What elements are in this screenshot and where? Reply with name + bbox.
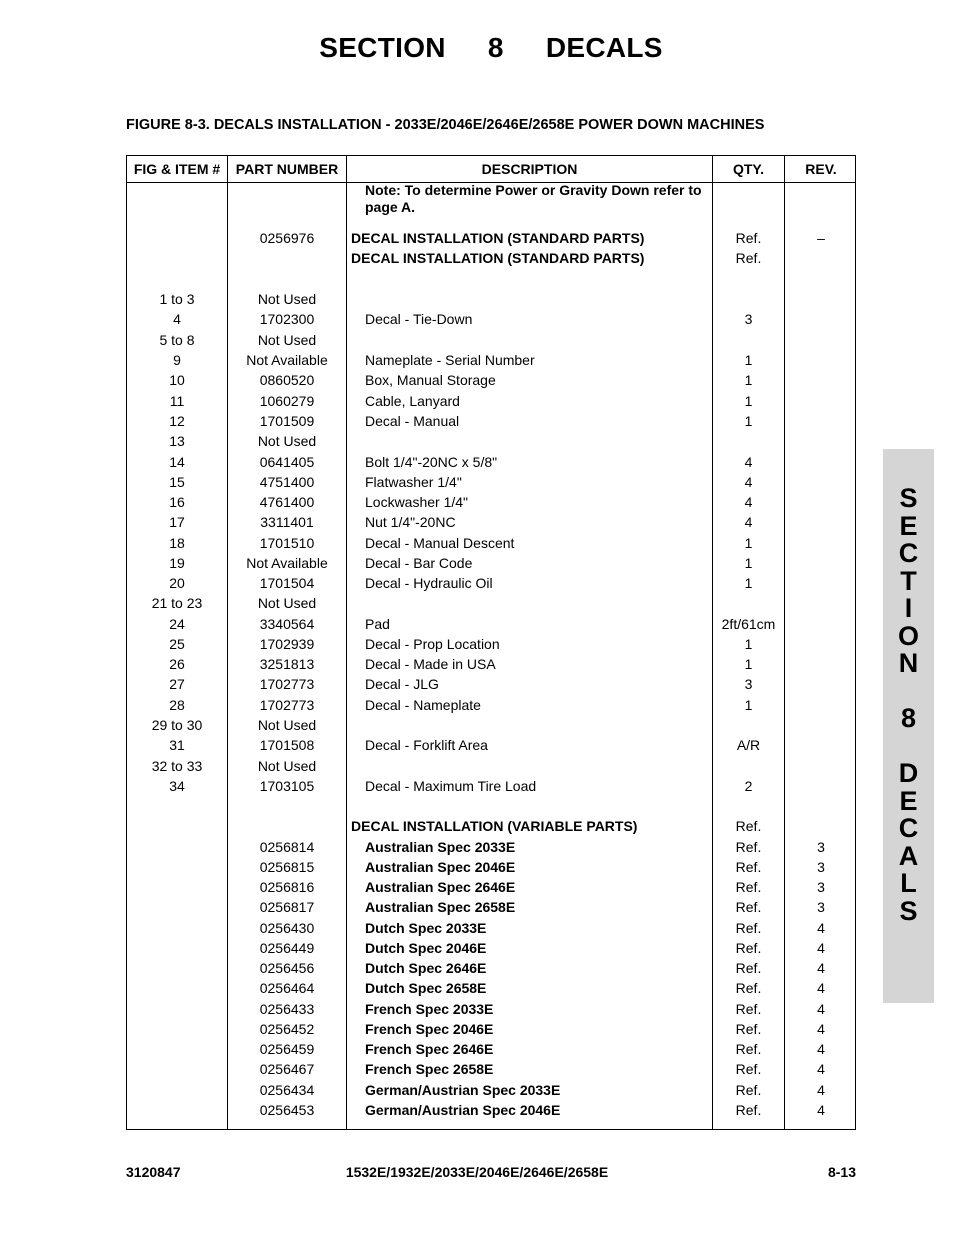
qty-cell: 1 (744, 352, 753, 368)
table-row (127, 492, 857, 512)
rev-cell: 4 (817, 940, 825, 956)
part-number-cell: 0256452 (259, 1021, 315, 1037)
description-cell: DECAL INSTALLATION (STANDARD PARTS) (351, 230, 645, 246)
qty-cell: Ref. (735, 980, 762, 996)
table-row (127, 1080, 857, 1100)
table-row (127, 411, 857, 431)
part-number-cell: 0256817 (259, 899, 315, 915)
rev-cell: 4 (817, 1041, 825, 1057)
qty-cell: 2ft/61cm (721, 616, 776, 632)
table-row (127, 391, 857, 411)
qty-cell: Ref. (735, 920, 762, 936)
qty-cell: 1 (744, 555, 753, 571)
part-number-cell: 0256449 (259, 940, 315, 956)
description-cell: Decal - Hydraulic Oil (365, 575, 493, 591)
description-cell: Decal - Manual (365, 413, 460, 429)
rev-cell: 4 (817, 960, 825, 976)
part-number-cell: 1702939 (259, 636, 315, 652)
part-number-cell: 0860520 (259, 372, 315, 388)
description-cell: Flatwasher 1/4" (365, 474, 462, 490)
fig-item-cell: 31 (169, 737, 185, 753)
fig-item-cell: 26 (169, 656, 185, 672)
side-tab-letter: C (898, 813, 919, 843)
qty-cell: 3 (744, 311, 753, 327)
table-row (127, 289, 857, 309)
qty-cell: 1 (744, 697, 753, 713)
description-cell: Decal - JLG (365, 676, 439, 692)
side-tab-letter: S (899, 895, 918, 926)
side-tab-letter: E (899, 785, 918, 816)
table-row (127, 350, 857, 370)
fig-item-cell: 13 (169, 433, 185, 449)
qty-cell: 2 (744, 778, 753, 794)
description-cell: Australian Spec 2046E (365, 859, 516, 875)
part-number-cell: Not Used (257, 717, 317, 733)
fig-item-cell: 34 (169, 778, 185, 794)
fig-item-cell: 12 (169, 413, 185, 429)
rev-cell: 3 (817, 839, 825, 855)
qty-cell: 4 (744, 454, 753, 470)
part-number-cell: 0256433 (259, 1001, 315, 1017)
footer-page-number: 8-13 (827, 1164, 856, 1180)
fig-item-cell: 21 to 23 (151, 595, 203, 611)
description-cell: Nut 1/4"-20NC (365, 514, 456, 530)
table-row (127, 857, 857, 877)
qty-cell: Ref. (735, 899, 762, 915)
table-row (127, 593, 857, 613)
table-row (127, 228, 857, 248)
description-cell: Decal - Nameplate (365, 697, 481, 713)
rev-cell: 3 (817, 879, 825, 895)
part-number-cell: Not Used (257, 291, 317, 307)
part-number-cell: 0256434 (259, 1082, 315, 1098)
qty-cell: A/R (736, 737, 761, 753)
part-number-cell: 0256976 (259, 230, 315, 246)
fig-item-cell: 4 (173, 311, 181, 327)
table-row (127, 897, 857, 917)
description-cell: French Spec 2046E (365, 1021, 494, 1037)
table-row (127, 248, 857, 268)
side-tab-letter: L (900, 868, 917, 898)
table-row (127, 654, 857, 674)
part-number-cell: 0256815 (259, 859, 315, 875)
part-number-cell: 3340564 (259, 616, 315, 632)
qty-cell: Ref. (735, 1102, 762, 1118)
qty-cell: Ref. (735, 1061, 762, 1077)
description-cell: Dutch Spec 2033E (365, 920, 487, 936)
description-cell: Australian Spec 2033E (365, 839, 516, 855)
part-number-cell: 1702773 (259, 676, 315, 692)
part-number-cell: Not Used (257, 595, 317, 611)
qty-cell: Ref. (735, 859, 762, 875)
fig-item-cell: 25 (169, 636, 185, 652)
fig-item-cell: 18 (169, 535, 185, 551)
part-number-cell: 3251813 (259, 656, 315, 672)
fig-item-cell: 29 to 30 (151, 717, 203, 733)
table-row (127, 573, 857, 593)
part-number-cell: 0256816 (259, 879, 315, 895)
description-cell: Nameplate - Serial Number (365, 352, 535, 368)
part-number-cell: 1701510 (259, 535, 315, 551)
rev-cell: 4 (817, 1061, 825, 1077)
fig-item-cell: 28 (169, 697, 185, 713)
description-cell: Decal - Tie-Down (365, 311, 473, 327)
qty-cell: Ref. (735, 879, 762, 895)
description-cell: Decal - Maximum Tire Load (365, 778, 537, 794)
description-cell: Dutch Spec 2658E (365, 980, 487, 996)
header-part-number: PART NUMBER (235, 161, 339, 177)
description-cell: Decal - Forklift Area (365, 737, 488, 753)
qty-cell: Ref. (735, 839, 762, 855)
description-cell: Bolt 1/4"-20NC x 5/8" (365, 454, 498, 470)
description-cell: Dutch Spec 2646E (365, 960, 487, 976)
table-row (127, 309, 857, 329)
side-tab-letter: S (899, 483, 918, 513)
description-cell: Pad (365, 616, 390, 632)
part-number-cell: 1703105 (259, 778, 315, 794)
fig-item-cell: 20 (169, 575, 185, 591)
side-tab-letter: C (898, 538, 919, 568)
description-cell: Decal - Prop Location (365, 636, 500, 652)
side-tab-letter: D (898, 758, 919, 788)
qty-cell: 1 (744, 535, 753, 551)
fig-item-cell: 11 (169, 393, 185, 409)
rev-cell: 3 (817, 859, 825, 875)
table-row (127, 533, 857, 553)
fig-item-cell: 19 (169, 555, 185, 571)
fig-item-cell: 9 (173, 352, 181, 368)
qty-cell: 1 (744, 656, 753, 672)
qty-cell: 1 (744, 393, 753, 409)
rev-cell: 4 (817, 920, 825, 936)
side-tab-letter: A (898, 840, 919, 871)
rev-cell: 3 (817, 899, 825, 915)
side-tab-letter: 8 (900, 703, 917, 733)
table-row (127, 918, 857, 938)
section-side-tab (883, 449, 934, 1003)
table-row (127, 1039, 857, 1059)
table-row (127, 1059, 857, 1079)
part-number-cell: 0256453 (259, 1102, 315, 1118)
footer-doc-number: 3120847 (126, 1164, 181, 1180)
description-cell: Lockwasher 1/4" (365, 494, 469, 510)
part-number-cell: 4751400 (259, 474, 315, 490)
table-row (127, 938, 857, 958)
part-number-cell: 0256814 (259, 839, 315, 855)
header-rev: REV. (805, 161, 837, 177)
part-number-cell: Not Used (257, 758, 317, 774)
table-row (127, 837, 857, 857)
rev-cell: 4 (817, 1102, 825, 1118)
part-number-cell: 1701509 (259, 413, 315, 429)
qty-cell: 4 (744, 494, 753, 510)
qty-cell: 1 (744, 372, 753, 388)
part-number-cell: 0256456 (259, 960, 315, 976)
side-tab-letter: O (897, 620, 919, 651)
part-number-cell: 0256464 (259, 980, 315, 996)
part-number-cell: 0256459 (259, 1041, 315, 1057)
side-tab-letter: E (899, 510, 918, 541)
side-tab-letter: I (904, 593, 913, 623)
table-row (127, 614, 857, 634)
description-cell: Decal - Manual Descent (365, 535, 515, 551)
fig-item-cell: 14 (169, 454, 185, 470)
description-cell: Decal - Made in USA (365, 656, 496, 672)
part-number-cell: 0641405 (259, 454, 315, 470)
description-cell: Australian Spec 2646E (365, 879, 516, 895)
table-row (127, 370, 857, 390)
header-qty: QTY. (732, 161, 765, 177)
table-row (127, 1100, 857, 1120)
description-cell: Australian Spec 2658E (365, 899, 516, 915)
table-row (127, 330, 857, 350)
table-row (127, 553, 857, 573)
table-row (127, 776, 857, 796)
table-row (127, 674, 857, 694)
part-number-cell: Not Available (246, 555, 328, 571)
qty-cell: Ref. (735, 818, 762, 834)
table-row (127, 999, 857, 1019)
footer-models: 1532E/1932E/2033E/2046E/2646E/2658E (345, 1164, 609, 1180)
part-number-cell: 1701504 (259, 575, 315, 591)
figure-title: FIGURE 8-3. DECALS INSTALLATION - 2033E/2046E/2646E/2658E POWER DOWN MACHINES (126, 117, 765, 133)
qty-cell: Ref. (735, 250, 762, 266)
part-number-cell: 1060279 (259, 393, 315, 409)
table-row (127, 816, 857, 836)
table-row (127, 877, 857, 897)
part-number-cell: 0256467 (259, 1061, 315, 1077)
qty-cell: 1 (744, 413, 753, 429)
rev-cell: 4 (817, 1001, 825, 1017)
table-row (127, 695, 857, 715)
qty-cell: Ref. (735, 960, 762, 976)
qty-cell: Ref. (735, 1001, 762, 1017)
parts-table (126, 155, 856, 1130)
side-tab-letter: N (898, 648, 919, 678)
fig-item-cell: 27 (169, 676, 185, 692)
qty-cell: Ref. (735, 1021, 762, 1037)
part-number-cell: 0256430 (259, 920, 315, 936)
part-number-cell: Not Used (257, 433, 317, 449)
qty-cell: Ref. (735, 1041, 762, 1057)
fig-item-cell: 24 (169, 616, 185, 632)
table-row (127, 715, 857, 735)
header-fig-item: FIG & ITEM # (133, 161, 221, 177)
table-row (127, 512, 857, 532)
part-number-cell: Not Available (246, 352, 328, 368)
table-note: Note: To determine Power or Gravity Down refer to page A. (365, 182, 702, 215)
table-row (127, 634, 857, 654)
table-row (127, 1019, 857, 1039)
table-row (127, 958, 857, 978)
part-number-cell: 1701508 (259, 737, 315, 753)
description-cell: DECAL INSTALLATION (STANDARD PARTS) (351, 250, 645, 266)
rev-cell: 4 (817, 1082, 825, 1098)
table-row (127, 472, 857, 492)
qty-cell: 3 (744, 676, 753, 692)
qty-cell: 1 (744, 636, 753, 652)
fig-item-cell: 5 to 8 (159, 332, 195, 348)
header-description: DESCRIPTION (481, 161, 578, 177)
fig-item-cell: 1 to 3 (159, 291, 195, 307)
qty-cell: 4 (744, 474, 753, 490)
description-cell: Decal - Bar Code (365, 555, 473, 571)
fig-item-cell: 17 (169, 514, 185, 530)
part-number-cell: 1702773 (259, 697, 315, 713)
table-row (127, 756, 857, 776)
part-number-cell: 3311401 (260, 514, 314, 530)
rev-cell: – (817, 230, 825, 246)
qty-cell: Ref. (735, 1082, 762, 1098)
fig-item-cell: 32 to 33 (151, 758, 203, 774)
fig-item-cell: 16 (169, 494, 185, 510)
description-cell: French Spec 2658E (365, 1061, 494, 1077)
qty-cell: Ref. (735, 940, 762, 956)
description-cell: Box, Manual Storage (365, 372, 496, 388)
qty-cell: Ref. (735, 230, 762, 246)
section-title: SECTION 8 DECALS (319, 32, 663, 63)
qty-cell: 1 (744, 575, 753, 591)
table-row (127, 735, 857, 755)
qty-cell: 4 (744, 514, 753, 530)
description-cell: French Spec 2646E (365, 1041, 494, 1057)
part-number-cell: 1702300 (259, 311, 315, 327)
fig-item-cell: 15 (169, 474, 185, 490)
part-number-cell: 4761400 (259, 494, 315, 510)
part-number-cell: Not Used (257, 332, 317, 348)
table-row (127, 431, 857, 451)
description-cell: German/Austrian Spec 2046E (365, 1102, 561, 1118)
table-row (127, 452, 857, 472)
side-tab-letter: T (900, 565, 917, 596)
description-cell: Dutch Spec 2046E (365, 940, 487, 956)
rev-cell: 4 (817, 980, 825, 996)
description-cell: French Spec 2033E (365, 1001, 494, 1017)
rev-cell: 4 (817, 1021, 825, 1037)
fig-item-cell: 10 (169, 372, 185, 388)
description-cell: Cable, Lanyard (365, 393, 460, 409)
description-cell: DECAL INSTALLATION (VARIABLE PARTS) (351, 818, 638, 834)
description-cell: German/Austrian Spec 2033E (365, 1082, 561, 1098)
table-row (127, 978, 857, 998)
